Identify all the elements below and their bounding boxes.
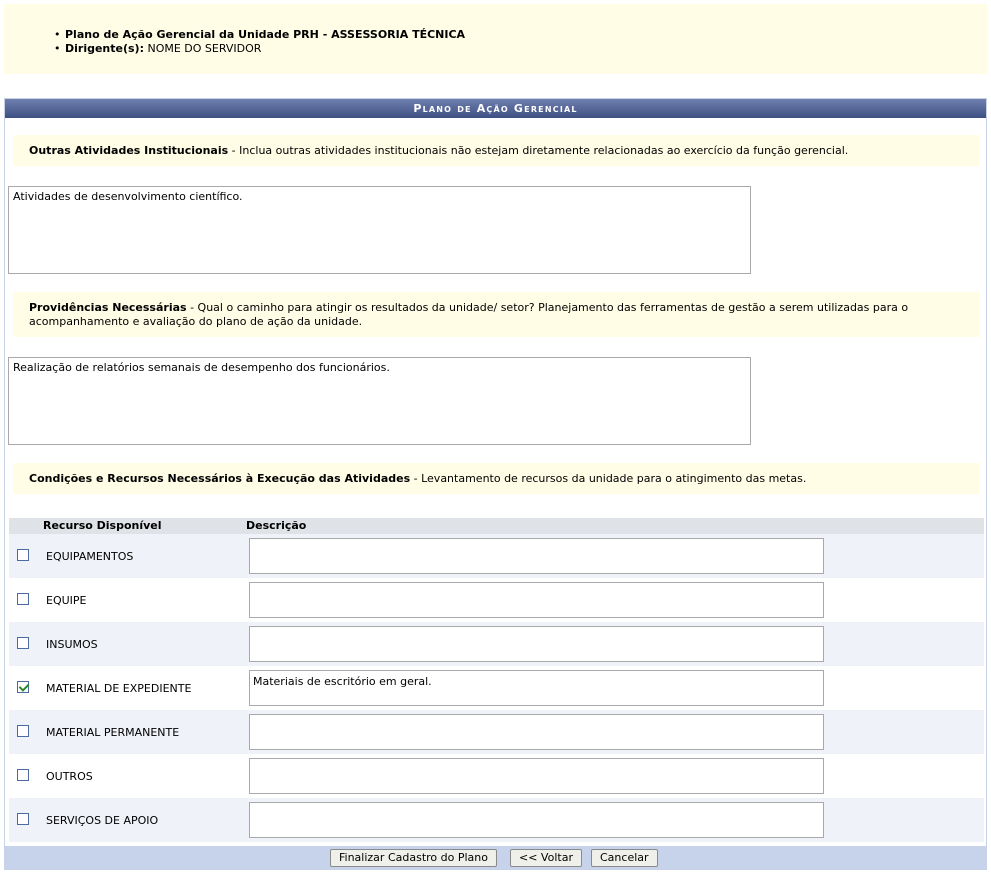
recurso-checkbox[interactable] <box>17 725 29 737</box>
recurso-name: MATERIAL PERMANENTE <box>46 726 180 739</box>
recurso-name: EQUIPAMENTOS <box>46 550 134 563</box>
providencias-label <box>13 292 979 337</box>
header-recurso: Recurso Disponível <box>43 519 162 532</box>
condicoes-title: Condições e Recursos Necessários à Execução das Atividades <box>29 472 411 485</box>
providencias-textarea[interactable] <box>8 357 751 445</box>
recurso-name: OUTROS <box>46 770 93 783</box>
recurso-name: INSUMOS <box>46 638 98 651</box>
outras-atividades-textarea[interactable] <box>8 186 751 274</box>
table-row <box>9 754 984 798</box>
recurso-checkbox[interactable] <box>17 813 29 825</box>
voltar-button[interactable]: << Voltar <box>510 849 582 867</box>
recurso-checkbox[interactable] <box>17 549 29 561</box>
recurso-descricao-input[interactable]: Materiais de escritório em geral. <box>249 670 824 706</box>
table-row <box>9 578 984 622</box>
table-row <box>9 666 984 710</box>
outras-atividades-title: Outras Atividades Institucionais <box>29 144 229 157</box>
cancelar-button[interactable]: Cancelar <box>591 849 658 867</box>
plan-form-panel <box>4 98 987 870</box>
plan-info-box <box>4 4 987 74</box>
providencias-description: - Qual o caminho para atingir os resultados da unidade/ setor? Planejamento das ferramentas de gestão a serem utilizadas para o acompanhamento e avaliação do plano de ação da unidade. <box>29 301 909 328</box>
recurso-name: EQUIPE <box>46 594 87 607</box>
plan-info-list <box>54 28 465 56</box>
providencias-title: Providências Necessárias <box>29 301 187 314</box>
header-descricao: Descrição <box>246 519 307 532</box>
recurso-name: MATERIAL DE EXPEDIENTE <box>46 682 192 695</box>
recurso-checkbox[interactable] <box>17 593 29 605</box>
panel-title: Plano de Ação Gerencial <box>5 99 986 118</box>
recurso-name: SERVIÇOS DE APOIO <box>46 814 159 827</box>
recurso-checkbox[interactable] <box>17 637 29 649</box>
plan-title-item <box>54 28 465 42</box>
recurso-checkbox[interactable] <box>17 769 29 781</box>
dirigente-label: Dirigente(s): <box>65 42 144 55</box>
recurso-descricao-input[interactable] <box>249 626 824 662</box>
condicoes-description: - Levantamento de recursos da unidade para o atingimento das metas. <box>410 472 807 485</box>
recurso-descricao-input[interactable] <box>249 758 824 794</box>
plan-title: Plano de Ação Gerencial da Unidade PRH - ASSESSORIA TÉCNICA <box>65 28 466 41</box>
table-row <box>9 710 984 754</box>
recurso-descricao-input[interactable] <box>249 582 824 618</box>
recurso-descricao-input[interactable] <box>249 714 824 750</box>
dirigente-item <box>54 42 465 56</box>
condicoes-label <box>13 463 979 494</box>
table-row <box>9 798 984 842</box>
recurso-descricao-input[interactable] <box>249 802 824 838</box>
form-footer <box>5 846 986 869</box>
outras-atividades-description: - Inclua outras atividades institucionais não estejam diretamente relacionadas ao exercício da função gerencial. <box>228 144 849 157</box>
recurso-checkbox-checked[interactable] <box>17 681 29 693</box>
recurso-descricao-input[interactable] <box>249 538 824 574</box>
recursos-table-header <box>9 518 984 534</box>
outras-atividades-label <box>13 135 979 166</box>
table-row <box>9 622 984 666</box>
finalizar-cadastro-button[interactable]: Finalizar Cadastro do Plano <box>330 849 497 867</box>
dirigente-value: NOME DO SERVIDOR <box>147 42 262 55</box>
recursos-table <box>9 518 984 827</box>
table-row <box>9 534 984 578</box>
